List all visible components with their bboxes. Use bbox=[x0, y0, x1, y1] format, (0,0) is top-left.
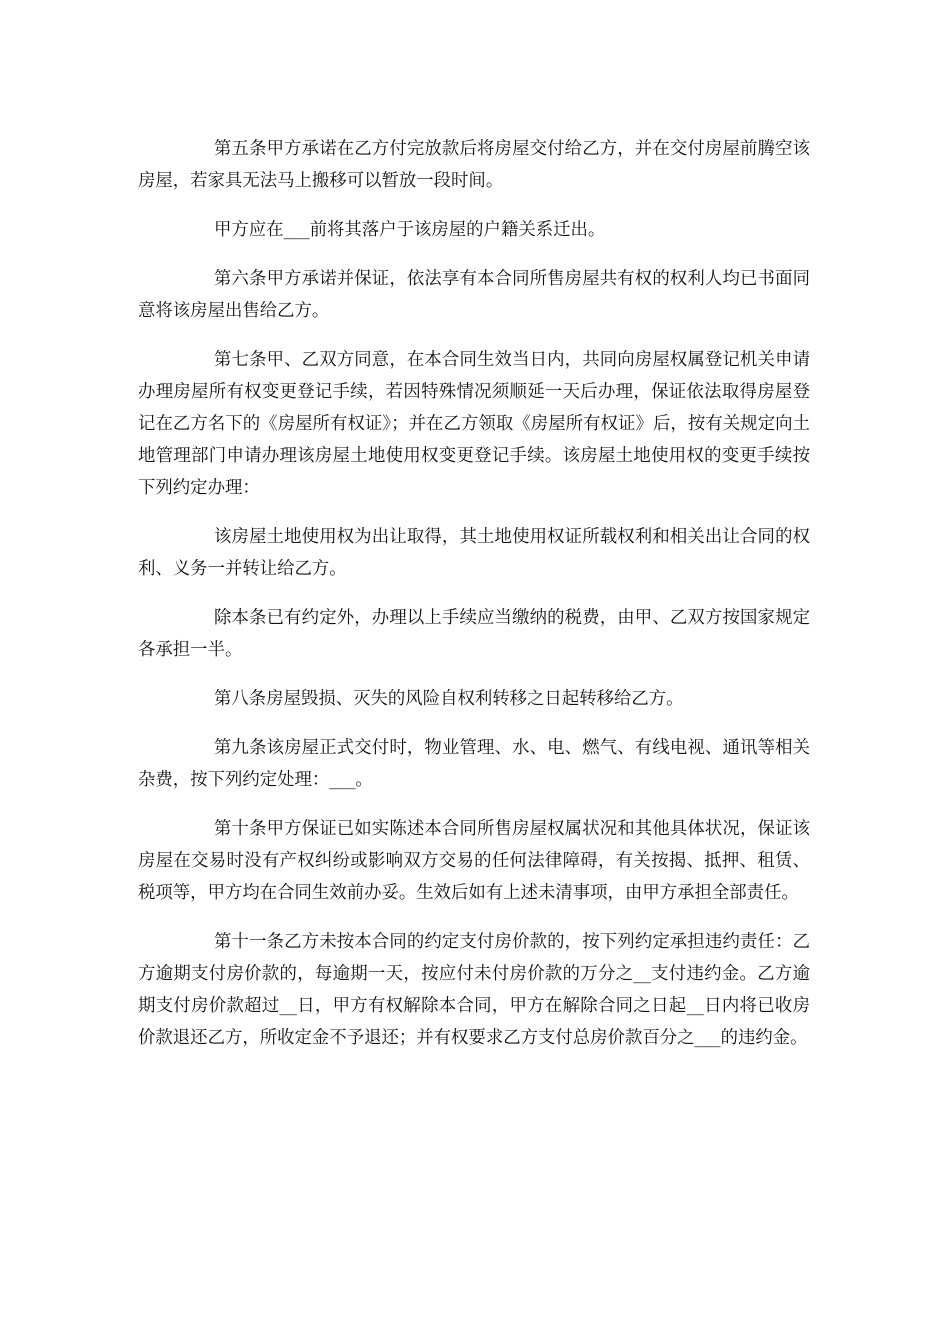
paragraph-article-11: 第十一条乙方未按本合同的约定支付房价款的，按下列约定承担违约责任：乙方逾期支付房价款的，每逾期一天，按应付未付房价款的万分之__支付违约金。乙方逾期支付房价款超过__日，甲方有权解除本合同，甲方在解除合同之日起__日内将已收房价款退还乙方，所收定金不予退还；并有权要求乙方支付总房价款百分之___的违约金。 bbox=[138, 932, 810, 1048]
paragraph-land-use-right: 该房屋土地使用权为出让取得，其土地使用权证所载权利和相关出让合同的权利、义务一并转让给乙方。 bbox=[138, 527, 810, 579]
paragraph-article-10: 第十条甲方保证已如实陈述本合同所售房屋权属状况和其他具体状况，保证该房屋在交易时没有产权纠纷或影响双方交易的任何法律障碍，有关按揭、抵押、租赁、税项等，甲方均在合同生效前办妥。生效后如有上述未清事项，由甲方承担全部责任。 bbox=[138, 819, 810, 903]
paragraph-article-5: 第五条甲方承诺在乙方付完放款后将房屋交付给乙方，并在交付房屋前腾空该房屋，若家具无法马上搬移可以暂放一段时间。 bbox=[138, 139, 810, 191]
paragraph-article-6: 第六条甲方承诺并保证，依法享有本合同所售房屋共有权的权利人均已书面同意将该房屋出售给乙方。 bbox=[138, 269, 810, 321]
document-body bbox=[138, 133, 810, 1071]
paragraph-article-8: 第八条房屋毁损、灭失的风险自权利转移之日起转移给乙方。 bbox=[214, 689, 684, 709]
paragraph-article-7: 第七条甲、乙双方同意，在本合同生效当日内，共同向房屋权属登记机关申请办理房屋所有权变更登记手续，若因特殊情况须顺延一天后办理，保证依法取得房屋登记在乙方名下的《房屋所有权证》；并在乙方领取《房屋所有权证》后，按有关规定向土地管理部门申请办理该房屋土地使用权变更登记手续。该房屋土地使用权的变更手续按下列约定办理： bbox=[138, 350, 810, 498]
paragraph-article-9: 第九条该房屋正式交付时，物业管理、水、电、燃气、有线电视、通讯等相关杂费，按下列约定处理：___。 bbox=[138, 738, 810, 790]
paragraph-household-registration: 甲方应在___前将其落户于该房屋的户籍关系迁出。 bbox=[214, 220, 606, 240]
paragraph-taxes-fees: 除本条已有约定外，办理以上手续应当缴纳的税费，由甲、乙双方按国家规定各承担一半。 bbox=[138, 608, 810, 660]
